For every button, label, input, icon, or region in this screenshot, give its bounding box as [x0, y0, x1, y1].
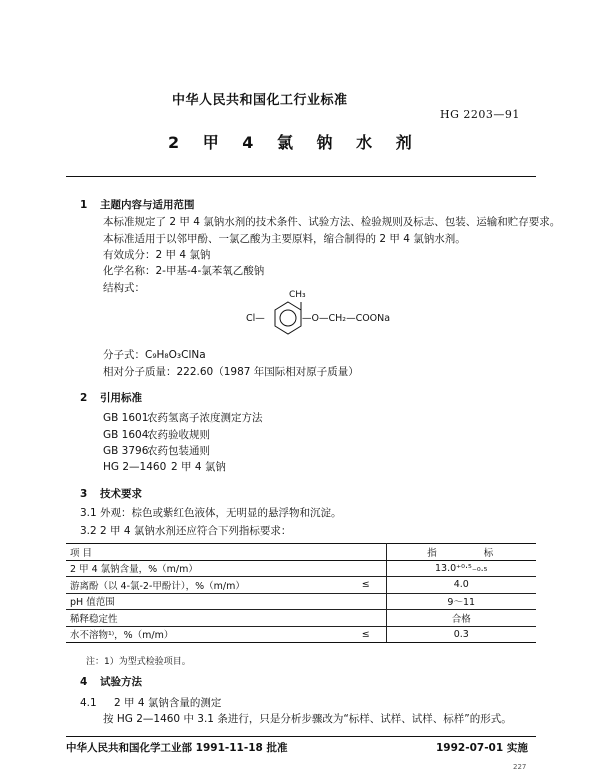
- footer-divider: [66, 736, 536, 737]
- spec-value: 4.0: [386, 577, 536, 594]
- section-4-number: 4: [80, 676, 88, 688]
- spec-comparator: ≤: [346, 626, 386, 643]
- reference-item: [103, 411, 263, 425]
- reference-code: GB 1604: [103, 429, 149, 441]
- reference-item: [103, 460, 226, 474]
- clause-3-1: 3.1 外观：棕色或紫红色液体，无明显的悬浮物和沉淀。: [80, 507, 342, 519]
- structural-formula: [240, 290, 390, 340]
- standard-code: HG 2203—91: [440, 108, 520, 121]
- molecular-mass: 相对分子质量：222.60（1987 年国际相对原子质量）: [103, 366, 359, 378]
- title-divider: [66, 176, 536, 177]
- reference-item: [103, 428, 210, 442]
- section-1-heading: [80, 197, 195, 212]
- spec-comparator: [346, 560, 386, 577]
- spec-value: 13.0⁺⁰·⁵₋₀.₅: [386, 560, 536, 577]
- reference-code: GB 3796: [103, 445, 149, 457]
- spec-comparator: ≤: [346, 577, 386, 594]
- table-row: [66, 560, 536, 577]
- section-2-heading: [80, 390, 142, 405]
- clause-4-1-number: 4.1: [80, 697, 97, 709]
- clause-3-2: 3.2 2 甲 4 氯钠水剂还应符合下列指标要求：: [80, 525, 292, 537]
- section-1-number: 1: [80, 199, 88, 211]
- section-2-title: 引用标准: [100, 392, 142, 404]
- document-title: 2 甲 4 氯 钠 水 剂: [168, 133, 414, 152]
- clause-4-1-title: 2 甲 4 氯钠含量的测定: [114, 697, 222, 709]
- section-3-heading: [80, 486, 142, 501]
- table-row: [66, 593, 536, 610]
- page-number: 227: [513, 763, 527, 771]
- spec-comparator: [346, 593, 386, 610]
- section-3-title: 技术要求: [100, 488, 142, 500]
- reference-item: [103, 444, 210, 458]
- methyl-group: CH₃: [289, 290, 306, 300]
- active-ingredient: 有效成分：2 甲 4 氯钠: [103, 249, 211, 261]
- spec-value: 合格: [386, 610, 536, 627]
- section-3-number: 3: [80, 488, 88, 500]
- spec-value: 0.3: [386, 626, 536, 643]
- reference-title: 农药氢离子浓度测定方法: [147, 412, 263, 424]
- reference-title: 农药验收规则: [147, 429, 210, 441]
- implementation-date: 1992-07-01 实施: [436, 742, 528, 754]
- chloro-substituent: Cl—: [246, 313, 265, 324]
- specification-table: [66, 543, 536, 643]
- spec-comparator: [346, 610, 386, 627]
- section-1-paragraph-2: 本标准适用于以邻甲酚、一氯乙酸为主要原料，缩合制得的 2 甲 4 氯钠水剂。: [103, 233, 466, 245]
- reference-title: 农药包装通则: [147, 445, 210, 457]
- section-4-heading: [80, 674, 142, 689]
- approval-statement: 中华人民共和国化学工业部 1991-11-18 批准: [66, 742, 288, 754]
- section-1-paragraph-1: 本标准规定了 2 甲 4 氯钠水剂的技术条件、试验方法、检验规则及标志、包装、运输和贮存要求。: [103, 216, 561, 228]
- structure-label: 结构式：: [103, 282, 145, 294]
- spec-value: 9～11: [386, 593, 536, 610]
- molecular-formula: 分子式：C₉H₈O₃ClNa: [103, 349, 206, 361]
- reference-title: 2 甲 4 氯钠: [171, 461, 226, 473]
- spec-item: 2 甲 4 氯钠含量，%（m/m）: [66, 560, 346, 577]
- spec-item: 水不溶物¹⁾，%（m/m）: [66, 626, 346, 643]
- clause-4-1-text: 按 HG 2—1460 中 3.1 条进行，只是分析步骤改为“标样、试样、试样、标样”的形式。: [103, 713, 512, 725]
- section-4-title: 试验方法: [100, 676, 142, 688]
- table-row: [66, 610, 536, 627]
- clause-4-1-heading: [80, 696, 221, 710]
- reference-code: GB 1601: [103, 412, 149, 424]
- section-1-title: 主题内容与适用范围: [100, 199, 195, 211]
- table-row: [66, 577, 536, 594]
- table-row: [66, 626, 536, 643]
- section-2-number: 2: [80, 392, 88, 404]
- reference-code: HG 2—1460: [103, 461, 167, 473]
- table-header-row: [66, 544, 536, 561]
- column-header-item: 项 目: [66, 544, 386, 561]
- spec-item: pH 值范围: [66, 593, 346, 610]
- oxyacetate-chain: —O—CH₂—COONa: [302, 313, 391, 324]
- column-header-value: 指 标: [386, 544, 536, 561]
- spec-item: 游离酚（以 4-氯-2-甲酚计），%（m/m）: [66, 577, 346, 594]
- chemical-name: 化学名称：2-甲基-4-氯苯氧乙酸钠: [103, 265, 265, 277]
- issuing-authority: 中华人民共和国化工行业标准: [172, 93, 348, 108]
- spec-item: 稀释稳定性: [66, 610, 346, 627]
- table-footnote: 注：1）为型式检验项目。: [86, 657, 191, 667]
